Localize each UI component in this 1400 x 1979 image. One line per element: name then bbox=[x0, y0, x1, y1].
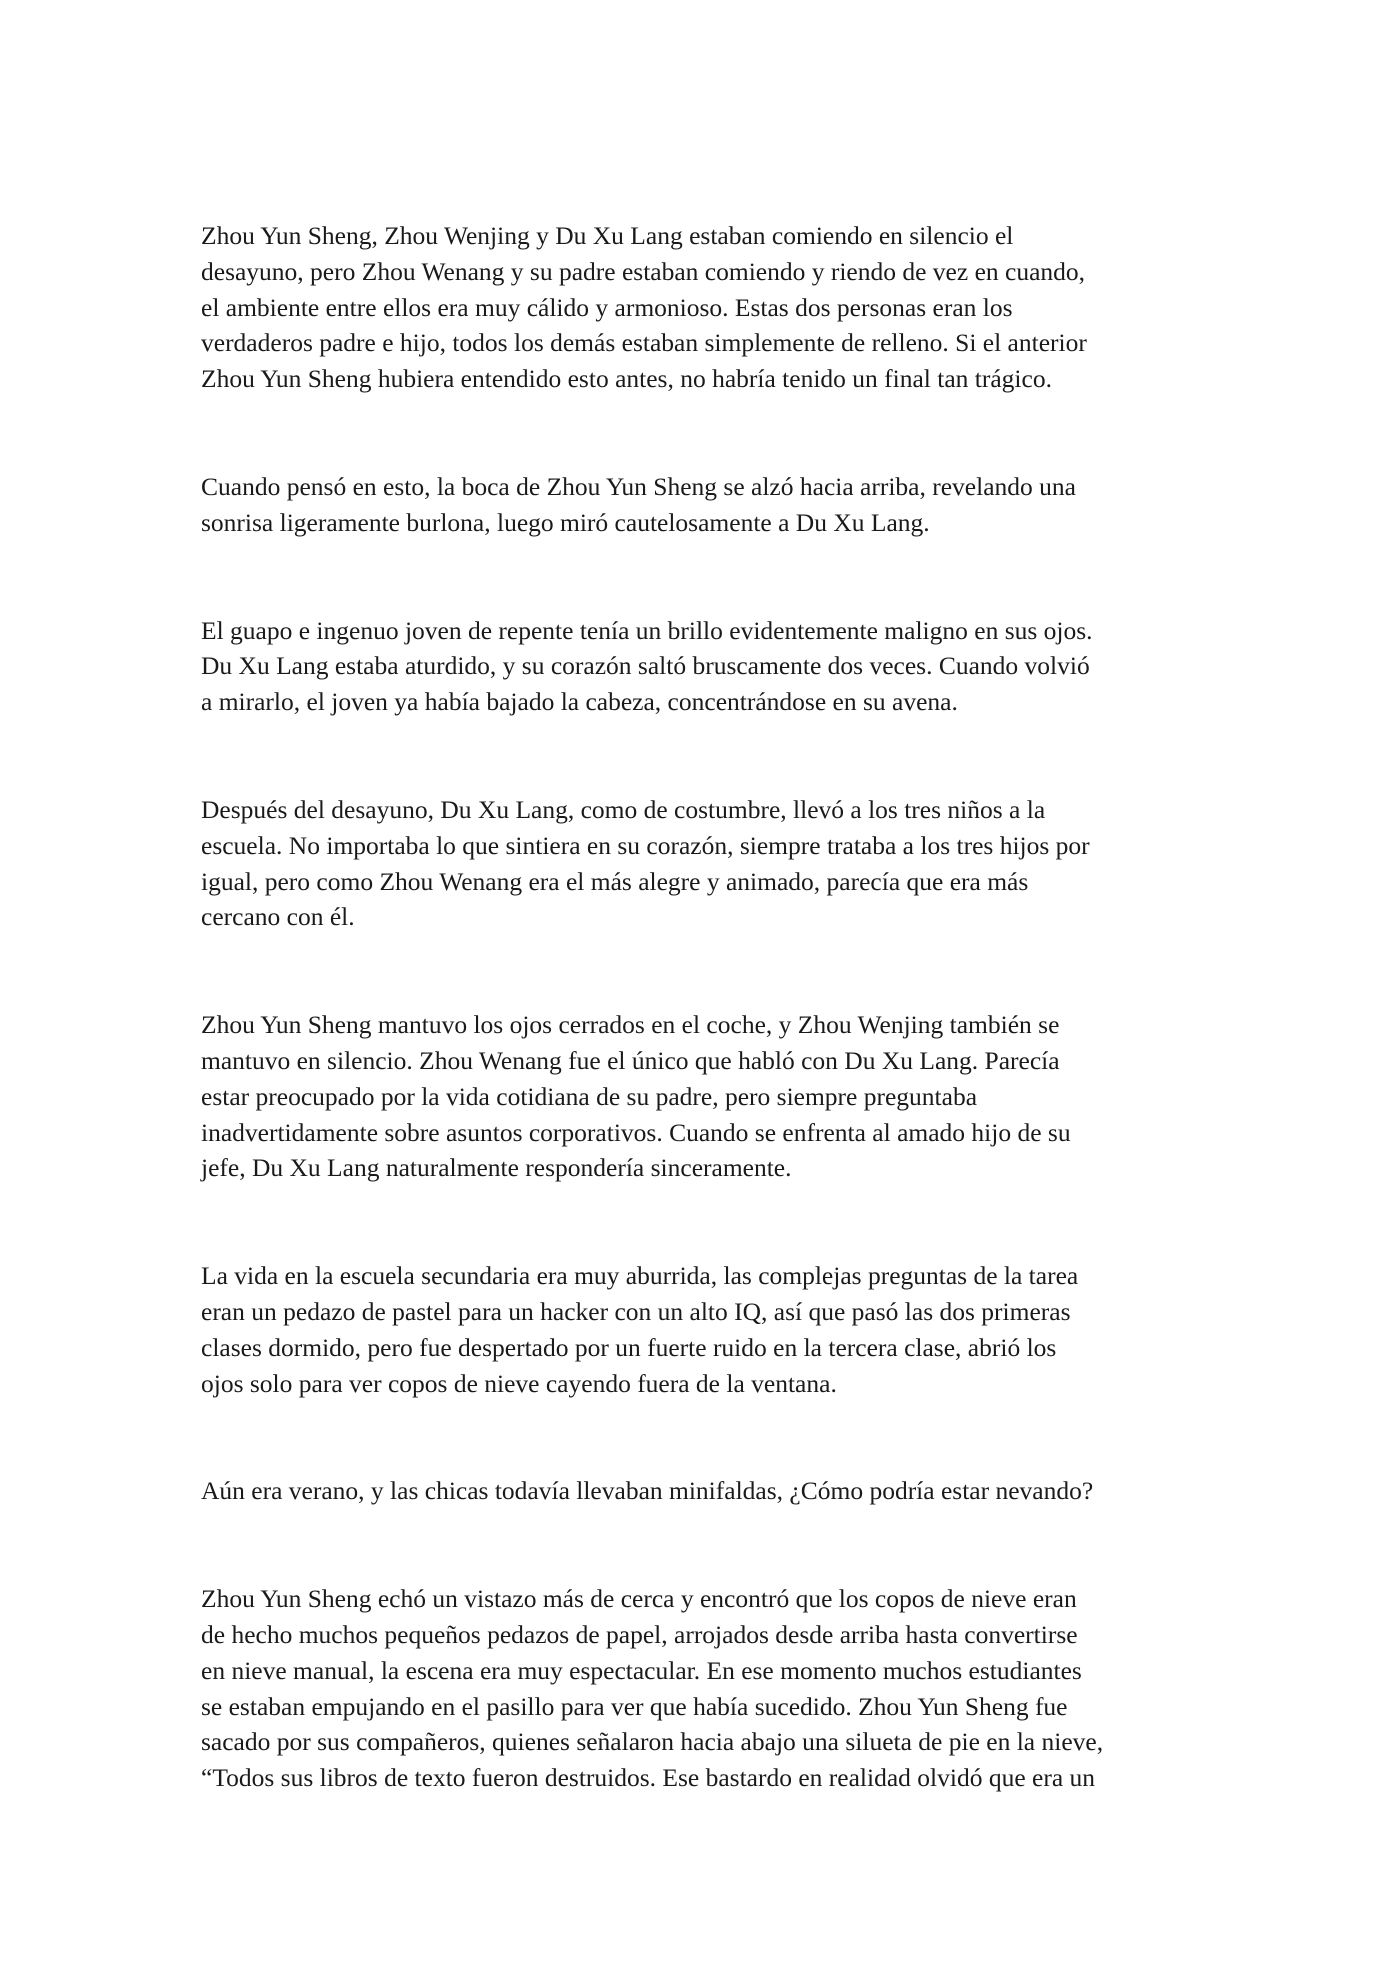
paragraph-4: Después del desayuno, Du Xu Lang, como de costumbre, llevó a los tres niños a la escuela. No importaba lo que sintiera en su corazón, siempre trataba a los tres hijos por igual, pero como Zhou Wenang era el más alegre y animado, parecía que era más cercano con él. bbox=[201, 794, 1090, 932]
paragraph-3: El guapo e ingenuo joven de repente tenía un brillo evidentemente maligno en sus ojos. Du Xu Lang estaba aturdido, y su corazón saltó bruscamente dos veces. Cuando volvió a mirarlo, el joven ya había bajado la cabeza, concentrándose en su avena. bbox=[201, 615, 1093, 717]
paragraph-6: La vida en la escuela secundaria era muy aburrida, las complejas preguntas de la tarea eran un pedazo de pastel para un hacker con un alto IQ, así que pasó las dos primeras clases dormido, pero fue despertado por un fuerte ruido en la tercera clase, abrió los ojos solo para ver copos de nieve cayendo fuera de la ventana. bbox=[201, 1261, 1079, 1398]
paragraph-8: Zhou Yun Sheng echó un vistazo más de cerca y encontró que los copos de nieve eran de hecho muchos pequeños pedazos de papel, arrojados desde arriba hasta convertirse en nieve manual, la escena era muy espectacular. En ese momento muchos estudiantes se estaban empujando en el pasillo para ver que había sucedido. Zhou Yun Sheng fue sacado por sus compañeros, quienes señalaron hacia abajo una silueta de pie en la nieve, “Todos sus libros de texto fueron destruidos. Ese bastardo en realidad olvidó que era un bbox=[201, 1584, 1104, 1793]
paragraph-1: Zhou Yun Sheng, Zhou Wenjing y Du Xu Lang estaban comiendo en silencio el desayuno, pero Zhou Wenang y su padre estaban comiendo y riendo de vez en cuando, el ambiente entre ellos era muy cálido y armonioso. Estas dos personas eran los verdaderos padre e hijo, todos los demás estaban simplemente de relleno. Si el anterior Zhou Yun Sheng hubiera entendido esto antes, no habría tenido un final tan trágico. bbox=[201, 221, 1087, 394]
paragraph-2: Cuando pensó en esto, la boca de Zhou Yun Sheng se alzó hacia arriba, revelando una sonrisa ligeramente burlona, luego miró cautelosamente a Du Xu Lang. bbox=[201, 471, 1076, 537]
paragraph-5: Zhou Yun Sheng mantuvo los ojos cerrados en el coche, y Zhou Wenjing también se mantuvo en silencio. Zhou Wenang fue el único que habló con Du Xu Lang. Parecía estar preocupado por la vida cotidiana de su padre, pero siempre preguntaba inadvertidamente sobre asuntos corporativos. Cuando se enfrenta al amado hijo de su jefe, Du Xu Lang naturalmente respondería sinceramente. bbox=[201, 1010, 1071, 1183]
paragraph-7: Aún era verano, y las chicas todavía llevaban minifaldas, ¿Cómo podría estar nevando? bbox=[201, 1476, 1094, 1506]
